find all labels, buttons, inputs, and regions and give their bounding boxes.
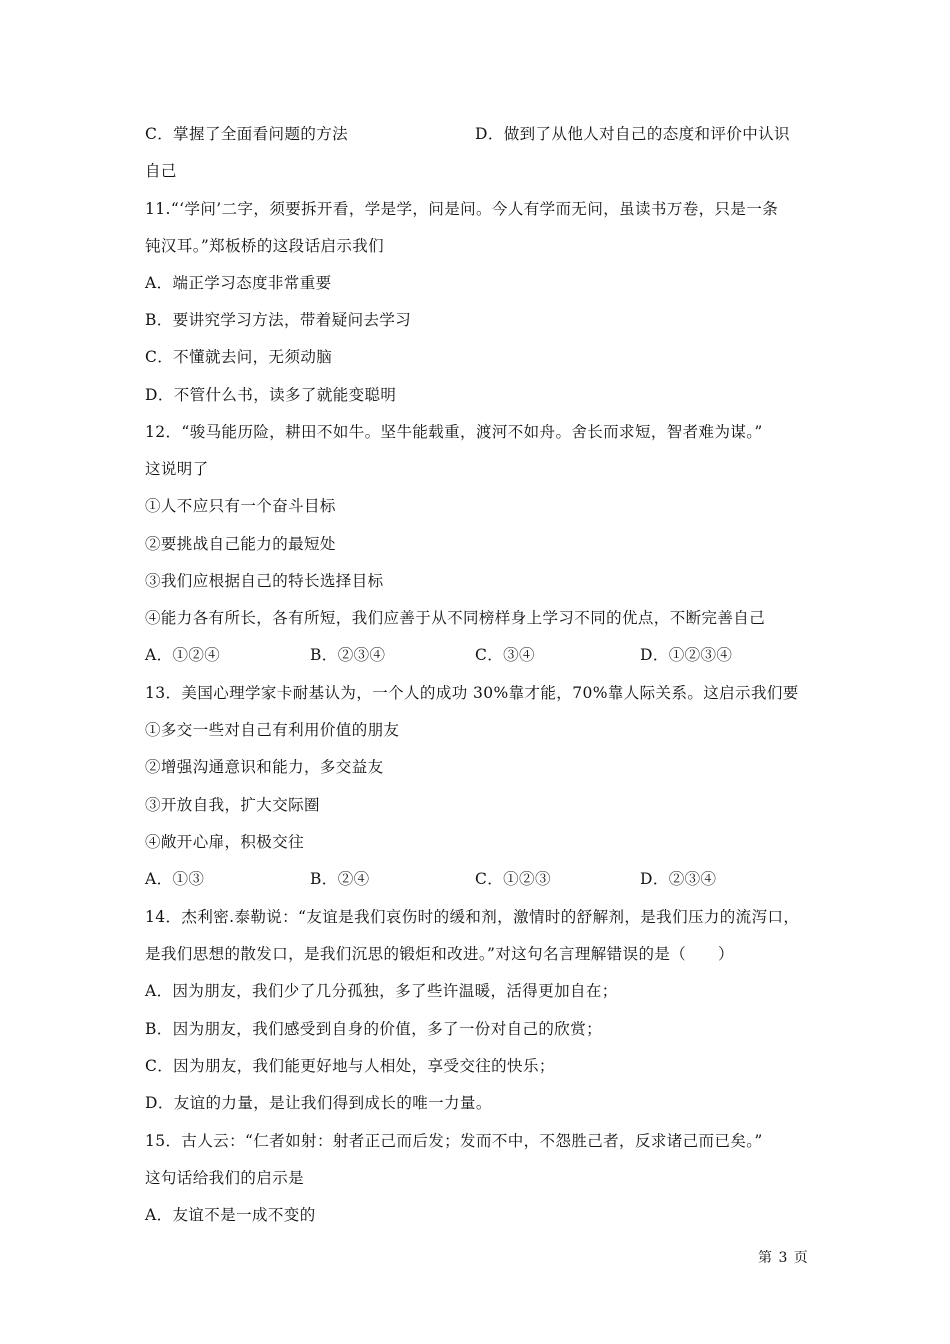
q11-option-c: C．不懂就去问，无须动脑	[145, 348, 333, 366]
q13-option-a: A．①③	[145, 870, 205, 888]
q13-option-b: B．②④	[310, 870, 370, 888]
q13-statement-1: ①多交一些对自己有利用价值的朋友	[145, 721, 400, 739]
q12-statement-3: ③我们应根据自己的特长选择目标	[145, 572, 384, 590]
q10-option-d-continued: 自己	[145, 162, 177, 180]
q10-option-d: D．做到了从他人对自己的态度和评价中认识	[475, 125, 790, 143]
q13-option-c: C．①②③	[475, 870, 551, 888]
q15-stem-line-1: 15．古人云：“仁者如射：射者正己而后发；发而不中，不怨胜己者，反求诸己而已矣。”	[145, 1132, 763, 1150]
page-number: 第 3 页	[758, 1250, 809, 1266]
q13-stem: 13．美国心理学家卡耐基认为，一个人的成功 30%靠才能，70%靠人际关系。这启示我们要	[145, 684, 799, 702]
q11-stem-line-1: 11.“‘学问’二字，须要拆开看，学是学，问是问。今人有学而无问，虽读书万卷，只是一条	[145, 200, 779, 218]
q13-statement-4: ④敞开心扉，积极交往	[145, 833, 305, 851]
q11-option-d: D．不管什么书，读多了就能变聪明	[145, 386, 397, 404]
q11-option-a: A．端正学习态度非常重要	[145, 274, 332, 292]
q15-option-a: A．友谊不是一成不变的	[145, 1206, 316, 1224]
q11-option-b: B．要讲究学习方法，带着疑问去学习	[145, 311, 412, 329]
q12-statement-1: ①人不应只有一个奋斗目标	[145, 497, 336, 515]
q14-stem-line-2: 是我们思想的散发口，是我们沉思的锻炬和改进。”对这句名言理解错误的是（ ）	[145, 945, 734, 963]
q12-statement-2: ②要挑战自己能力的最短处	[145, 535, 336, 553]
q13-statement-2: ②增强沟通意识和能力，多交益友	[145, 758, 384, 776]
q10-option-c: C．掌握了全面看问题的方法	[145, 125, 349, 143]
q12-option-c: C．③④	[475, 646, 535, 664]
q12-option-b: B．②③④	[310, 646, 386, 664]
q13-option-d: D．②③④	[640, 870, 717, 888]
q14-stem-line-1: 14．杰利密.泰勒说：“友谊是我们哀伤时的缓和剂，激情时的舒解剂，是我们压力的流泻口，	[145, 908, 800, 926]
q12-stem-line-1: 12．“骏马能历险，耕田不如牛。坚牛能载重，渡河不如舟。舍长而求短，智者难为谋。”	[145, 423, 763, 441]
q12-statement-4: ④能力各有所长，各有所短，我们应善于从不同榜样身上学习不同的优点，不断完善自己	[145, 609, 766, 627]
q14-option-c: C．因为朋友，我们能更好地与人相处，享受交往的快乐；	[145, 1057, 555, 1075]
q12-option-a: A．①②④	[145, 646, 221, 664]
q14-option-d: D．友谊的力量，是让我们得到成长的唯一力量。	[145, 1094, 492, 1112]
q14-option-b: B．因为朋友，我们感受到自身的价值，多了一份对自己的欣赏；	[145, 1020, 602, 1038]
q12-option-d: D．①②③④	[640, 646, 733, 664]
q13-statement-3: ③开放自我，扩大交际圈	[145, 796, 320, 814]
q14-option-a: A．因为朋友，我们少了几分孤独，多了些许温暖，活得更加自在；	[145, 982, 618, 1000]
q15-stem-line-2: 这句话给我们的启示是	[145, 1169, 305, 1187]
q11-stem-line-2: 钝汉耳。”郑板桥的这段话启示我们	[145, 237, 385, 255]
q12-stem-line-2: 这说明了	[145, 460, 209, 478]
